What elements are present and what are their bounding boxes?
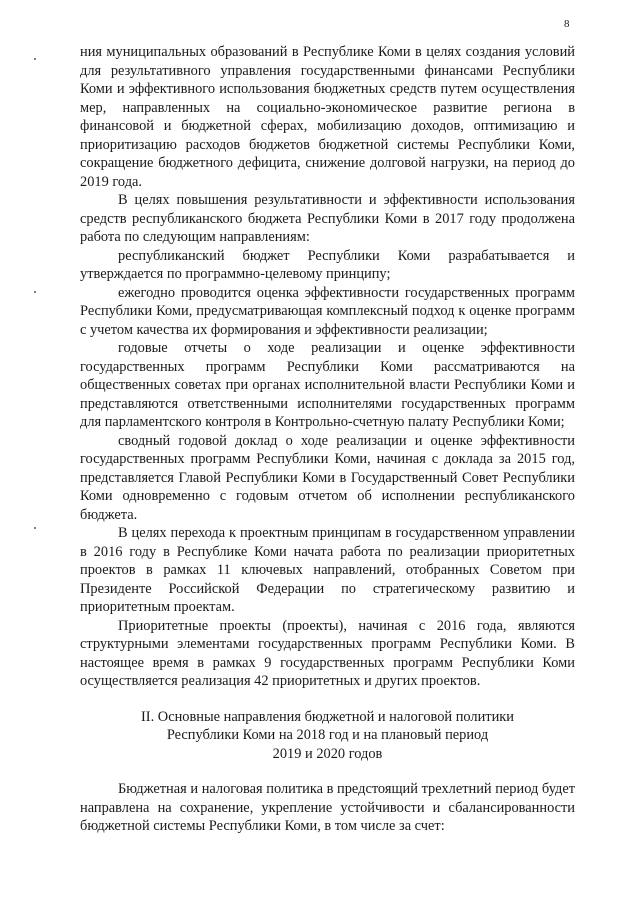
section-heading bbox=[80, 708, 575, 764]
paragraph: В целях повышения результативности и эффективности использования средств республиканского бюджета Республики Коми в 2017 году продолжена работа по следующим направлениям: bbox=[80, 192, 575, 245]
section-heading-line: Республики Коми на 2018 год и на плановый период bbox=[166, 727, 489, 743]
list-item: сводный годовой доклад о ходе реализации и оценке эффективности государственных программ Республики Коми, начиная с доклада за 2015 год, представляется Главой Республики Коми в Государственный Совет Республики Коми одновременно с годовым отчетом об исполнении республиканского бюджета. bbox=[80, 432, 575, 523]
paragraph: Бюджетная и налоговая политика в предстоящий трехлетний период будет направлена на сохранение, укрепление устойчивости и сбалансированности бюджетной системы Республики Коми, в том числе за счет: bbox=[80, 781, 575, 834]
margin-mark bbox=[34, 291, 36, 293]
paragraph: ния муниципальных образований в Республике Коми в целях создания условий для результативного управления государственными финансами Республики Коми и эффективного использования бюджетных средств путем осуществления мер, направленных на социально-экономическое развитие региона в финансовой и бюджетной сферах, мобилизацию доходов, оптимизацию и приоритизацию расходов бюджетов бюджетной системы Республики Коми, сокращение бюджетного дефицита, снижение долговой нагрузки, на период до 2019 года. bbox=[80, 44, 575, 190]
section-heading-line: II. Основные направления бюджетной и налоговой политики bbox=[141, 708, 514, 725]
list-item: годовые отчеты о ходе реализации и оценке эффективности государственных программ Республики Коми рассматриваются на общественных советах при органах исполнительной власти Республики Коми и представляются ответственными исполнителями государственных программ для парламентского контроля в Контрольно-счетную палату Республики Коми; bbox=[80, 340, 575, 430]
margin-mark bbox=[34, 527, 36, 529]
list-item: ежегодно проводится оценка эффективности государственных программ Республики Коми, предусматривающая комплексный подход к оценке программ с учетом качества их формирования и эффективности реализации; bbox=[80, 284, 575, 338]
margin-mark bbox=[34, 58, 36, 60]
paragraph: В целях перехода к проектным принципам в государственном управлении в 2016 году в Республике Коми начата работа по реализации приоритетных проектов в рамках 11 ключевых направлений, отобранных Советом при Президенте Российской Федерации по стратегическому развитию и приоритетным проектам. bbox=[80, 525, 575, 615]
page-number: 8 bbox=[564, 18, 570, 30]
document-body bbox=[80, 43, 575, 836]
section-heading-line: 2019 и 2020 годов bbox=[272, 745, 383, 762]
paragraph: Приоритетные проекты (проекты), начиная с 2016 года, являются структурными элементами государственных программ Республики Коми. В настоящее время в рамках 9 государственных программ Республики Коми осуществляется реализация 42 приоритетных и других проектов. bbox=[80, 617, 575, 689]
list-item: республиканский бюджет Республики Коми разрабатывается и утверждается по программно-целевому принципу; bbox=[80, 247, 575, 282]
